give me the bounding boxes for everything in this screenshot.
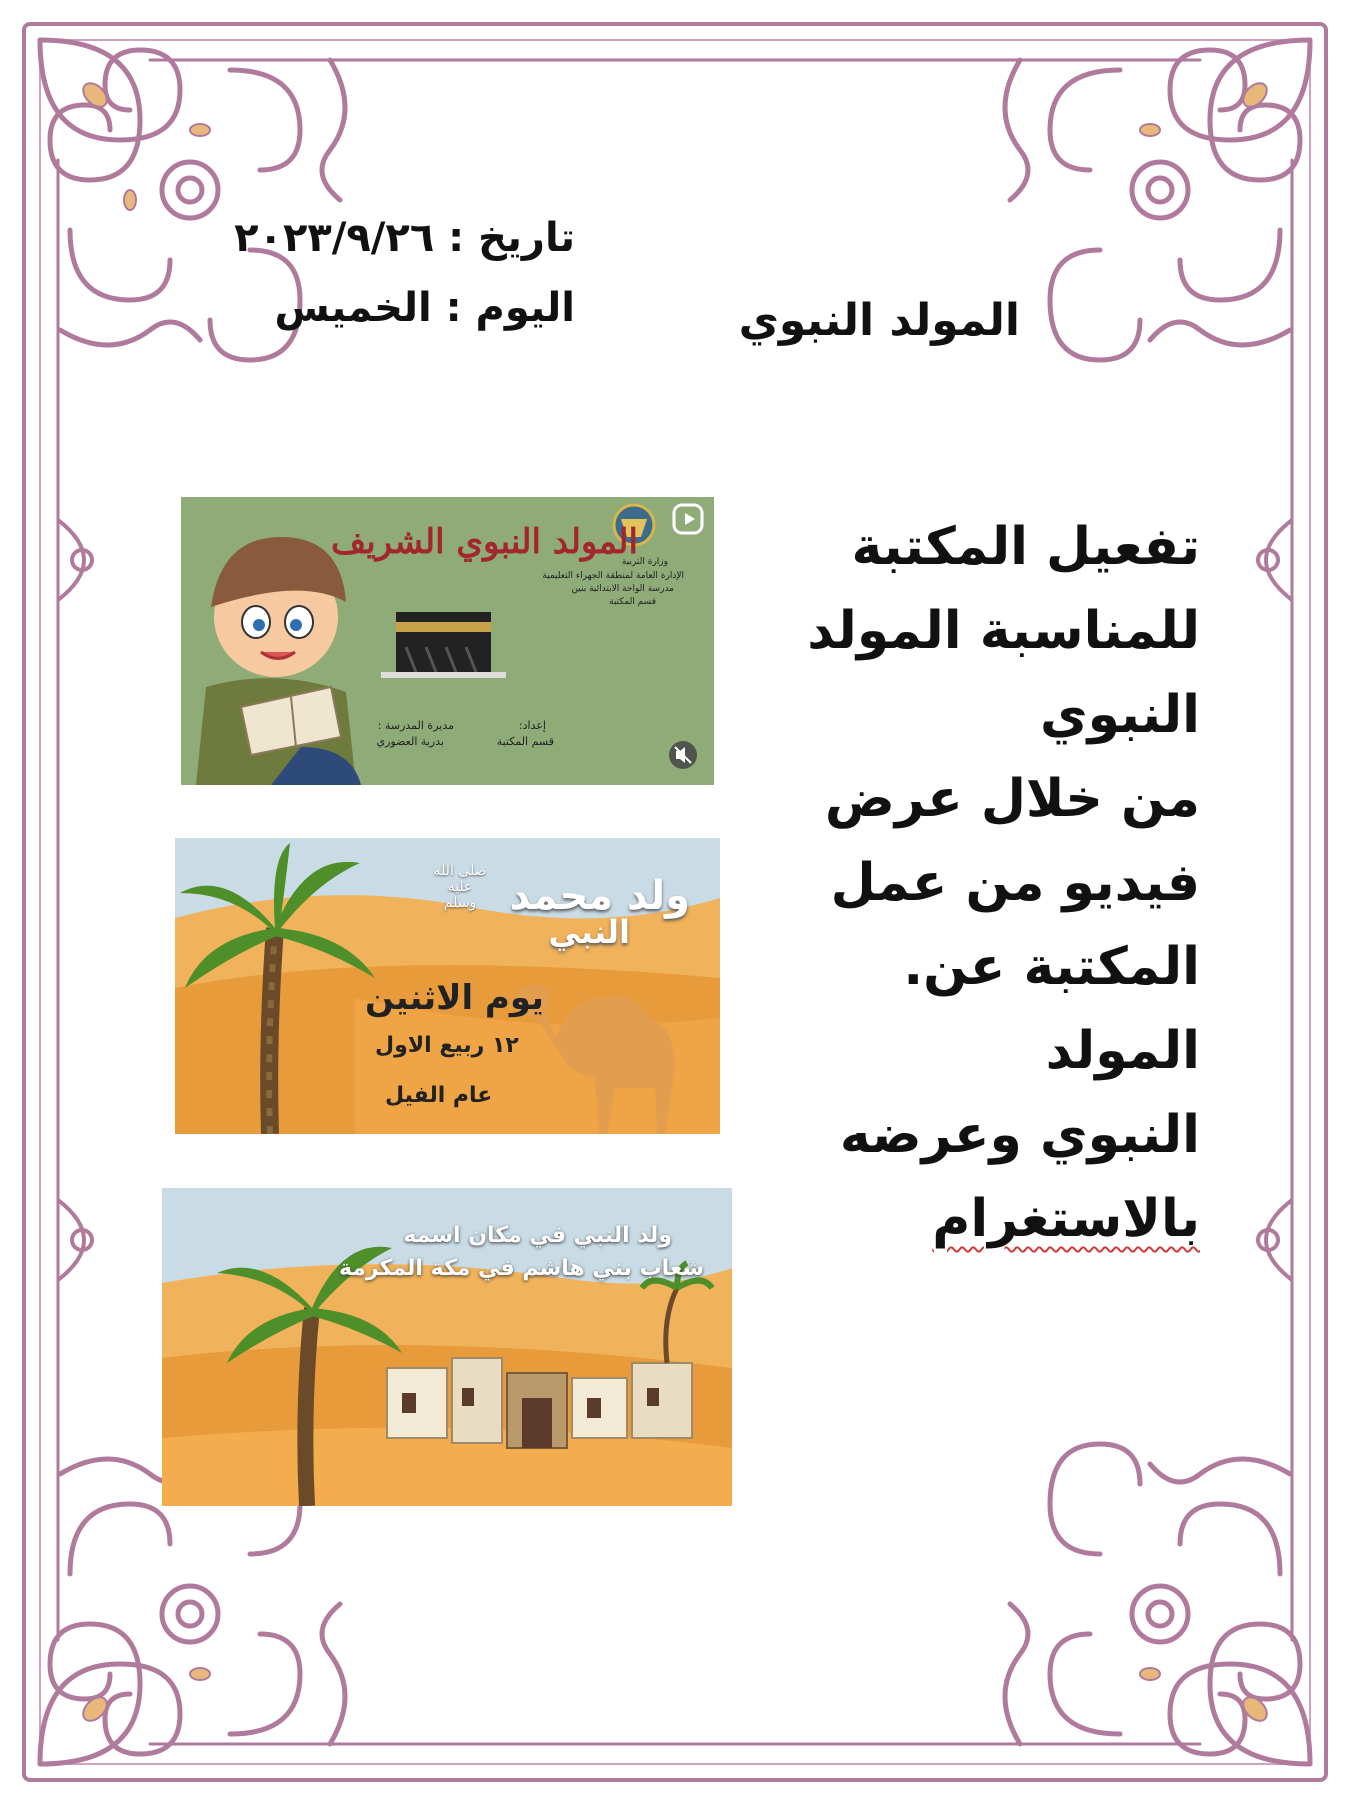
thumb3-line-2: شعاب بني هاشم في مكة المكرمة xyxy=(338,1256,704,1281)
body-line-spellcheck: بالاستغرام xyxy=(932,1189,1200,1249)
body-line: من خلال عرض xyxy=(824,769,1200,829)
thumb2-honorific: صلى الله عليه وسلم xyxy=(433,863,487,911)
thumb1-principal-value: بدرية العضوري xyxy=(376,735,444,748)
boy-reading-icon xyxy=(196,537,361,785)
kaaba-icon xyxy=(381,612,506,678)
thumb1-org-line: الإدارة العامة لمنطقة الجهراء التعليمية xyxy=(542,571,684,581)
video-thumbnail-3 xyxy=(162,1188,732,1506)
body-line: تفعيل المكتبة xyxy=(851,517,1200,577)
video-thumbnail-2 xyxy=(175,838,720,1134)
thumb2-year: عام الفيل xyxy=(385,1083,493,1108)
body-line: للمناسبة المولد xyxy=(807,601,1200,661)
thumb1-headline: المولد النبوي الشريف xyxy=(331,522,638,562)
thumb1-prepared-label: إعداد: xyxy=(518,719,546,732)
mute-icon xyxy=(669,741,697,769)
thumb2-headline-2: النبي xyxy=(548,913,630,951)
date-line: تاريخ : ٢٠٢٣/٩/٢٦ xyxy=(234,215,575,261)
body-line: النبوي xyxy=(1039,685,1200,745)
thumb1-org-line: مدرسة الواحة الابتدائية بنين xyxy=(571,584,674,594)
video-thumbnail-1 xyxy=(181,497,714,785)
thumb1-org-line: قسم المكتبة xyxy=(609,597,656,607)
thumb3-line-1: ولد النبي في مكان اسمه xyxy=(403,1223,672,1248)
body-line: النبوي وعرضه xyxy=(839,1105,1200,1165)
body-line xyxy=(760,1177,1200,1261)
thumb1-prepared-value: قسم المكتبة xyxy=(496,735,554,748)
thumb2-headline-1: ولد محمد xyxy=(509,873,690,919)
page-title: المولد النبوي xyxy=(738,295,1020,346)
thumb1-ministry: وزارة التربية xyxy=(621,557,668,567)
reels-icon xyxy=(674,505,702,533)
body-line: فيديو من عمل xyxy=(830,853,1200,913)
body-line: المكتبة عن. المولد xyxy=(903,937,1200,1081)
thumb2-date: ١٢ ربيع الاول xyxy=(375,1033,519,1058)
day-line: اليوم : الخميس xyxy=(274,285,575,331)
thumb2-day: يوم الاثنين xyxy=(365,978,544,1018)
thumb1-principal-label: مديرة المدرسة : xyxy=(377,719,454,732)
body-text xyxy=(760,505,1200,1261)
